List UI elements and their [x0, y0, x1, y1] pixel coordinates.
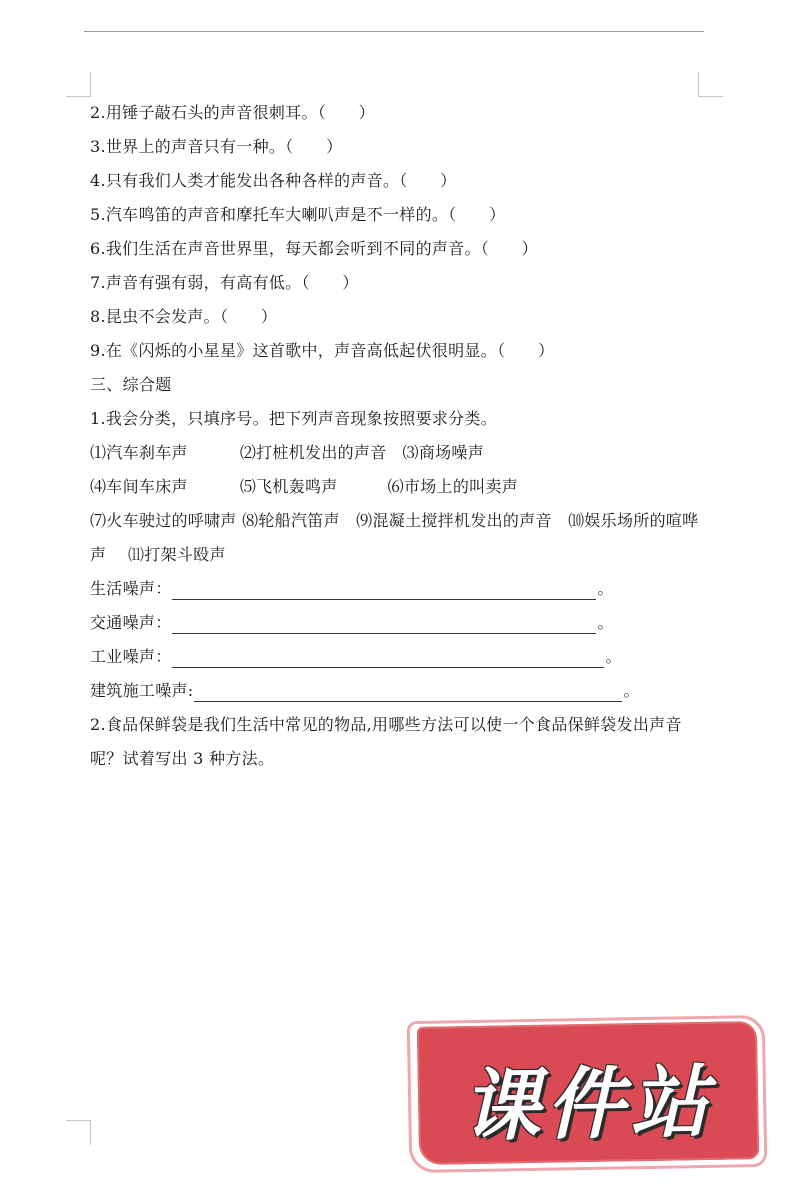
option-6: ⑹市场上的叫卖声 — [387, 477, 519, 496]
watermark-text: 课件站 — [461, 1057, 715, 1153]
fill-end-life: 。 — [597, 579, 614, 598]
question-6: 6.我们生活在声音世界里，每天都会听到不同的声音。（ ） — [90, 239, 538, 258]
fill-end-industrial: 。 — [605, 647, 622, 666]
fill-traffic-noise — [90, 606, 710, 640]
answer-blank-life[interactable] — [172, 577, 596, 600]
watermark-stamp — [417, 1021, 759, 1165]
crop-mark-bottom-left — [66, 1120, 91, 1145]
fill-industrial-noise — [90, 640, 710, 674]
section-title: 三、综合题 — [90, 375, 172, 394]
q1-prompt: 1.我会分类，只填序号。把下列声音现象按照要求分类。 — [90, 409, 498, 428]
question-7: 7.声音有强有弱，有高有低。（ ） — [90, 273, 359, 292]
fill-construction-noise — [90, 674, 710, 708]
fill-label-traffic: 交通噪声： — [90, 613, 172, 632]
options-row-2 — [90, 470, 710, 504]
question-9: 9.在《闪烁的小星星》这首歌中，声音高低起伏很明显。（ ） — [90, 341, 555, 360]
fill-life-noise — [90, 572, 710, 606]
option-5: ⑸飞机轰鸣声 — [239, 477, 338, 496]
answer-blank-construction[interactable] — [194, 679, 622, 702]
option-4: ⑷车间车床声 — [90, 477, 188, 496]
question-8: 8.昆虫不会发声。（ ） — [90, 307, 278, 326]
answer-blank-traffic[interactable] — [172, 611, 596, 634]
options-row-1 — [90, 436, 710, 470]
question-5: 5.汽车鸣笛的声音和摩托车大喇叭声是不一样的。（ ） — [90, 205, 506, 224]
header-rule — [84, 31, 704, 32]
q2-prompt: 2.食品保鲜袋是我们生活中常见的物品,用哪些方法可以使一个食品保鲜袋发出声音呢？试着写出 3 种方法。 — [90, 715, 682, 768]
fill-end-construction: 。 — [623, 681, 640, 700]
fill-label-construction: 建筑施工噪声: — [90, 681, 194, 700]
question-3: 3.世界上的声音只有一种。（ ） — [90, 137, 343, 156]
option-2: ⑵打桩机发出的声音 — [239, 443, 387, 462]
crop-mark-top-right — [698, 72, 723, 97]
fill-end-traffic: 。 — [597, 613, 614, 632]
option-1: ⑴汽车刹车声 — [90, 443, 188, 462]
options-row-3: ⑺火车驶过的呼啸声 ⑻轮船汽笛声 ⑼混凝土搅拌机发出的声音 ⑽娱乐场所的喧哗声 ⑾打架斗殴声 — [90, 511, 699, 564]
answer-blank-industrial[interactable] — [172, 645, 604, 668]
fill-label-life: 生活噪声： — [90, 579, 172, 598]
option-3: ⑶商场噪声 — [402, 443, 485, 462]
fill-label-industrial: 工业噪声： — [90, 647, 172, 666]
question-4: 4.只有我们人类才能发出各种各样的声音。（ ） — [90, 171, 457, 190]
document-body — [90, 96, 710, 776]
question-2: 2.用锤子敲石头的声音很刺耳。（ ） — [90, 103, 375, 122]
crop-mark-top-left — [66, 72, 91, 97]
